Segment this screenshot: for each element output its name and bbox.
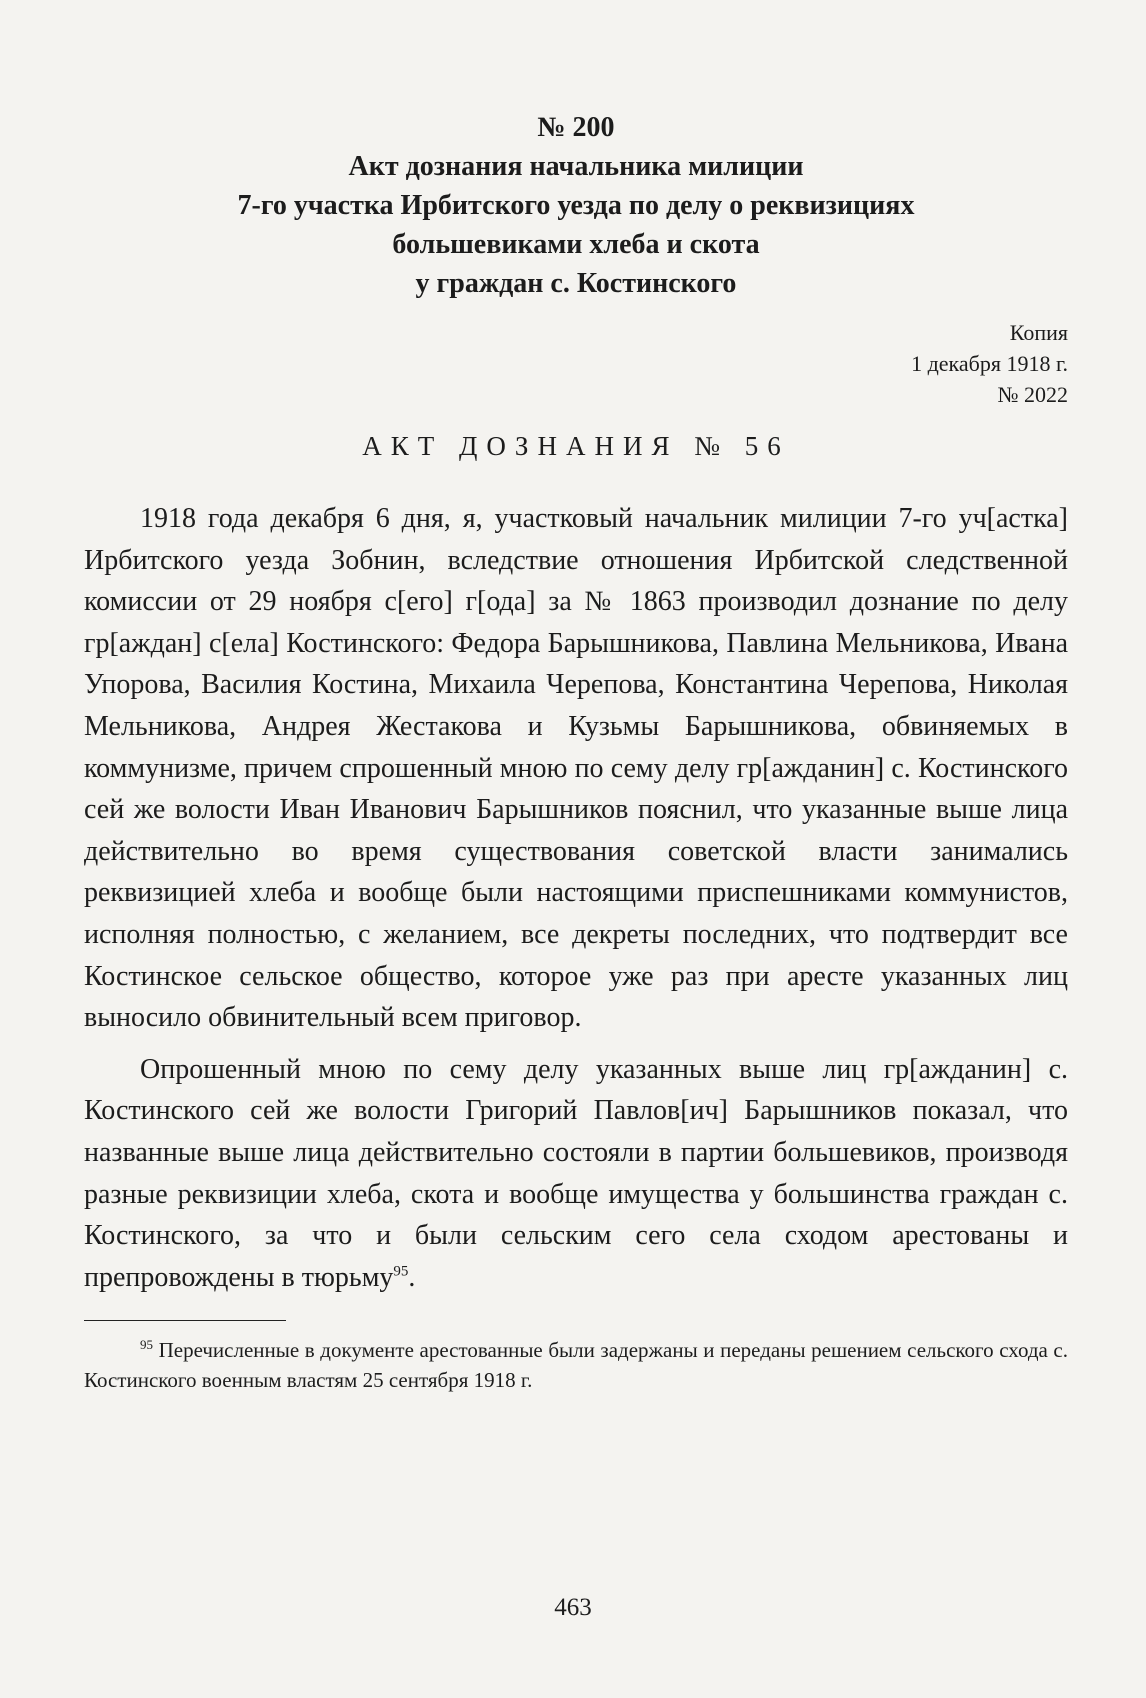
footnote-text: Перечисленные в документе арестованные были задержаны и переданы решением сельского схода с. Костинского военным властям 25 сентября 1918 г.	[84, 1338, 1068, 1393]
footnote-reference[interactable]: 95	[393, 1263, 409, 1280]
title-line: у граждан с. Костинского	[415, 268, 737, 299]
title-line: большевиками хлеба и скота	[392, 229, 760, 260]
footnote-number: 95	[140, 1337, 153, 1353]
paragraph	[84, 1049, 1068, 1299]
act-title: АКТ ДОЗНАНИЯ № 56	[362, 431, 790, 461]
document-body	[84, 498, 1068, 1298]
page-number: 463	[554, 1594, 592, 1621]
paragraph-end: .	[408, 1261, 416, 1293]
title-line: Акт дознания начальника милиции	[348, 151, 804, 182]
title-line: 7-го участка Ирбитского уезда по делу о реквизициях	[237, 190, 915, 221]
document-number: № 200	[537, 112, 615, 143]
registration-number: № 2022	[997, 382, 1068, 407]
paragraph-text: Опрошенный мною по сему делу указанных выше лиц гр[ажданин] с. Костинского сей же волости Григорий Павлов[ич] Барышников показал, что названные выше лица действительно состояли в партии большевиков, производя разные реквизиции хлеба, скота и вообще имущества у большинства граждан с. Костинского, за что и были сельским сего села сходом арестованы и препровождены в тюрьму	[84, 1053, 1068, 1293]
document-date: 1 декабря 1918 г.	[911, 351, 1068, 376]
document-heading	[84, 108, 1068, 303]
footnote	[84, 1335, 1068, 1395]
paragraph: 1918 года декабря 6 дня, я, участковый начальник милиции 7-го уч[астка] Ирбитского уезда Зобнин, вследствие отношения Ирбитской следственной комиссии от 29 ноября с[его] г[ода] за № 1863 производил дознание по делу гр[аждан] с[ела] Костинского: Федора Барышникова, Павлина Мельникова, Ивана Упорова, Василия Костина, Михаила Черепова, Константина Черепова, Николая Мельникова, Андрея Жестакова и Кузьмы Барышникова, обвиняемых в коммунизме, причем спрошенный мною по сему делу гр[ажданин] с. Костинского сей же волости Иван Иванович Барышников пояснил, что указанные выше лица действительно во время существования советской власти занимались реквизицией хлеба и вообще были настоящими приспешниками коммунистов, исполняя полностью, с желанием, все декреты последних, что подтвердит все Костинское сельское общество, которое уже раз при аресте указанных лиц выносило обвинительный всем приговор.	[84, 503, 1068, 1034]
document-meta	[84, 317, 1068, 410]
copy-label: Копия	[1009, 320, 1068, 345]
page-content	[84, 108, 1068, 1395]
footnote-divider	[84, 1320, 286, 1321]
